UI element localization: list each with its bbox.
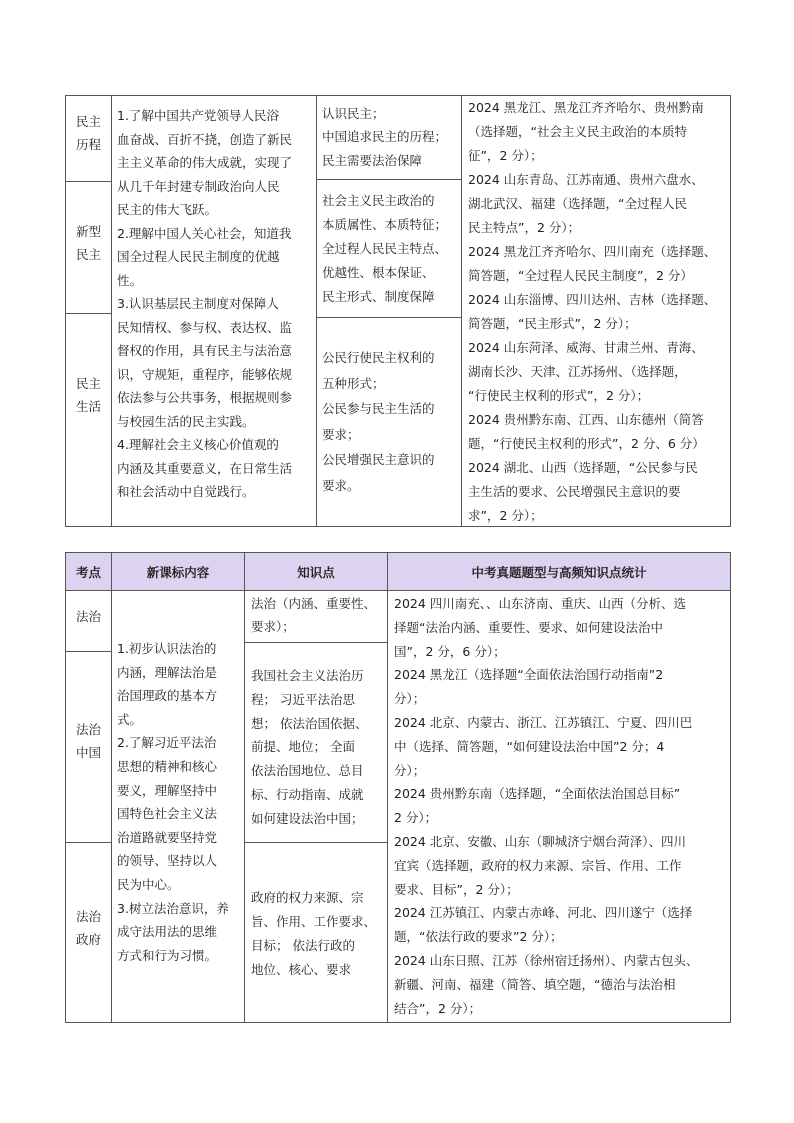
table2-right-border bbox=[730, 552, 731, 1023]
table2-knowledge-cell: 法治（内涵、重要性、 要求）； bbox=[251, 596, 377, 635]
table2-header-stats: 中考真题题型与高频知识点统计 bbox=[471, 564, 647, 580]
table1-knowledge-divider-1 bbox=[316, 179, 461, 180]
table2-header-divider bbox=[65, 590, 731, 591]
table2-bottom-border bbox=[65, 1022, 731, 1023]
table2-col-divider-1 bbox=[111, 552, 112, 1023]
table2-knowledge-cell: 我国社会主义法治历 程； 习近平法治思 想； 依法治国依据、 前提、地位； 全面 依法治国地位、总目 标、行动指南、成就 如何建设法治中国； bbox=[251, 668, 368, 826]
table1-knowledge-cell: 公民行使民主权利的 五种形式； 公民参与民主生活的 要求； 公民增强民主意识的 要求。 bbox=[322, 350, 435, 493]
table1-col-divider-2 bbox=[316, 95, 317, 527]
table1-left-border bbox=[65, 95, 66, 527]
table2-topic-divider-2 bbox=[65, 842, 111, 843]
table1-topic-divider-2 bbox=[65, 313, 111, 314]
table1-col-divider-3 bbox=[461, 95, 462, 527]
table2-header-topic: 考点 bbox=[75, 564, 101, 580]
table2-col-divider-3 bbox=[387, 552, 388, 1023]
table2-topic-cell: 法治 政府 bbox=[75, 909, 101, 948]
table1-topic-divider-1 bbox=[65, 181, 111, 182]
table1-col-divider-1 bbox=[111, 95, 112, 527]
table1-topic-cell: 新型 民主 bbox=[75, 224, 101, 263]
table2-stats-cell: 2024 四川南充、、山东济南、重庆、山西（分析、选 择题“法治内涵、重要性、要求、如何建设法治中 国”，2 分，6 分）； 2024 黑龙江（选择题“全面依法治国行动指南”2 分）； 2024 北京、内蒙古、浙江、江苏镇江、宁夏、四川巴 中（选择、简答题，“如何建设法治中国”2 分；4 分）； 2024 贵州黔东南（选择题，“全面依法治国总目标” 2 分）； 2024 北京、安徽、山东（聊城济宁烟台菏泽）、四川 宜宾（选择题，政府的权力来源、宗旨、作用、工作 要求、目标”，2 分）； 2024 江苏镇江、内蒙古赤峰、河北、四川遂宁（选择 题，“依法行政的要求”2 分）； 2024 山东日照、江苏（徐州宿迁扬州）、内蒙古包头、 新疆、河南、福建（简答、填空题，“德治与法治相 结合”，2 分）； bbox=[394, 596, 699, 1016]
table2-knowledge-divider-1 bbox=[244, 642, 387, 643]
table2-header-curriculum: 新课标内容 bbox=[146, 564, 210, 580]
table2-col-divider-2 bbox=[244, 552, 245, 1023]
table1-knowledge-cell: 认识民主； 中国追求民主的历程； 民主需要法治保障 bbox=[322, 106, 448, 168]
table2-topic-cell: 法治 bbox=[75, 609, 101, 624]
table2-knowledge-divider-2 bbox=[244, 842, 387, 843]
table1-knowledge-cell: 社会主义民主政治的 本质属性、本质特征； 全过程人民民主特点、 优越性、根本保证、 民主形式、制度保障 bbox=[322, 193, 448, 304]
table1-stats-cell: 2024 黑龙江、黑龙江齐齐哈尔、贵州黔南 （选择题，“社会主义民主政治的本质特 征”，2 分）； 2024 山东青岛、江苏南通、贵州六盘水、 湖北武汉、福建（选择题，“全过程人民 民主特点”，2 分）； 2024 黑龙江齐齐哈尔、四川南充（选择题、 简答题，“全过程人民民主制度”，2 分） 2024 山东淄博、四川达州、吉林（选择题、 简答题，“民主形式”，2 分）； 2024 山东菏泽、威海、甘肃兰州、青海、 湖南长沙、天津、江苏扬州、（选择题， “行使民主权利的形式”，2 分）； 2024 贵州黔东南、江西、山东德州（简答 题，“行使民主权利的形式”，2 分、6 分） 2024 湖北、山西（选择题，“公民参与民 主生活的要求、公民增强民主意识的要 求”，2 分）； bbox=[468, 100, 717, 523]
table1-curriculum-cell: 1.了解中国共产党领导人民浴 血奋战、百折不挠，创造了新民 主主义革命的伟大成就，实现了 从几千年封建专制政治向人民 民主的伟大飞跃。 2.理解中国人关心社会，知道我 国全过程人民民主制度的优越 性。 3.认识基层民主制度对保障人 民知情权、参与权、表达权、监 督权的作用，具有民主与法治意 识，守规矩，重程序，能够依规 依法参与公共事务，根据规则参 与校园生活的民主实践。 4.理解社会主义核心价值观的 内涵及其重要意义，在日常生活 和社会活动中自觉践行。 bbox=[117, 108, 293, 499]
table2-curriculum-cell: 1.初步认识法治的 内涵，理解法治是 治国理政的基本方 式。 2.了解习近平法治 思想的精神和核心 要义，理解坚持中 国特色社会主义法 治道路就要坚持党 的领导、坚持以人 民为中心。 3.树立法治意识，养 成守法用法的思维 方式和行为习惯。 bbox=[117, 641, 229, 963]
table1-right-border bbox=[730, 95, 731, 527]
table2-knowledge-cell: 政府的权力来源、宗 旨、作用、工作要求、 目标； 依法行政的 地位、核心、要求 bbox=[251, 890, 377, 977]
table2-header-knowledge: 知识点 bbox=[297, 564, 335, 580]
table1-knowledge-divider-2 bbox=[316, 317, 461, 318]
table1-topic-cell: 民主 生活 bbox=[75, 376, 101, 415]
table2-topic-cell: 法治 中国 bbox=[75, 722, 101, 761]
table1-topic-cell: 民主 历程 bbox=[75, 114, 101, 153]
table2-topic-divider-1 bbox=[65, 651, 111, 652]
